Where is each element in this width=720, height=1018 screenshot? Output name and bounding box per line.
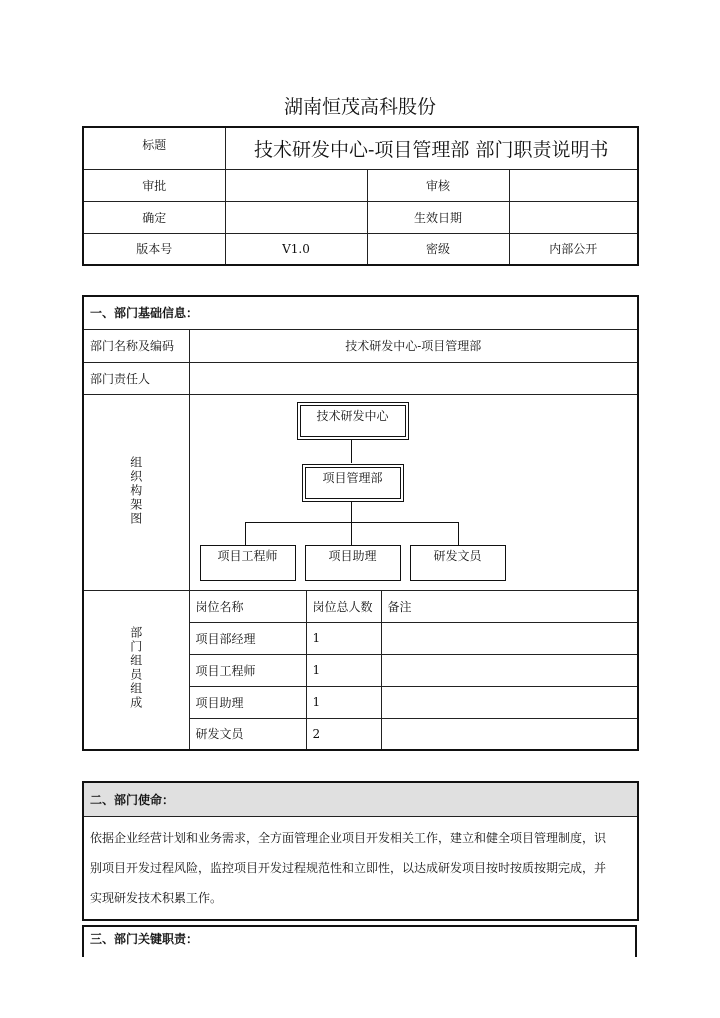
staff-header-count: 岗位总人数 — [306, 590, 381, 622]
mission-line: 依据企业经营计划和业务需求，全方面管理企业项目开发相关工作，建立和健全项目管理制度，识 — [90, 830, 607, 845]
org-child-box: 项目助理 — [305, 545, 401, 581]
duties-section — [82, 925, 637, 957]
staff-header-note: 备注 — [381, 590, 638, 622]
staff-position: 研发文员 — [189, 718, 306, 750]
org-chart — [190, 395, 638, 590]
dept-name-label: 部门名称及编码 — [83, 329, 189, 362]
review-label: 审核 — [367, 169, 509, 201]
staff-position: 项目工程师 — [189, 654, 306, 686]
confirm-label: 确定 — [83, 201, 225, 233]
confirm-value — [225, 201, 367, 233]
leader-value — [189, 362, 638, 394]
staff-note — [381, 654, 638, 686]
staff-count: 2 — [306, 718, 381, 750]
dept-name-value: 技术研发中心-项目管理部 — [189, 329, 638, 362]
org-root-box: 技术研发中心 — [300, 405, 406, 437]
secret-label: 密级 — [367, 233, 509, 265]
org-child-box: 研发文员 — [410, 545, 506, 581]
org-mid-box: 项目管理部 — [305, 467, 401, 499]
version-label: 版本号 — [83, 233, 225, 265]
staff-position: 项目部经理 — [189, 622, 306, 654]
basic-info-table — [82, 295, 639, 751]
title-label: 标题 — [83, 127, 225, 169]
staff-count: 1 — [306, 622, 381, 654]
approve-value — [225, 169, 367, 201]
section2-heading: 二、部门使命： — [83, 782, 638, 816]
secret-value: 内部公开 — [509, 233, 638, 265]
staff-label: 部门组员组成 — [128, 626, 143, 711]
version-value: V1.0 — [225, 233, 367, 265]
staff-count: 1 — [306, 654, 381, 686]
effective-date-label: 生效日期 — [367, 201, 509, 233]
effective-date-value — [509, 201, 638, 233]
mission-line: 实现研发技术积累工作。 — [90, 890, 223, 905]
review-value — [509, 169, 638, 201]
staff-position: 项目助理 — [189, 686, 306, 718]
staff-note — [381, 686, 638, 718]
header-table — [82, 126, 639, 266]
company-title: 湖南恒茂高科股份 — [283, 96, 436, 118]
section3-heading: 三、部门关键职责： — [90, 932, 199, 946]
approve-label: 审批 — [83, 169, 225, 201]
staff-note — [381, 718, 638, 750]
leader-label: 部门责任人 — [83, 362, 189, 394]
org-chart-cell — [189, 394, 638, 590]
doc-title: 技术研发中心-项目管理部 部门职责说明书 — [225, 127, 638, 169]
staff-count: 1 — [306, 686, 381, 718]
section1-heading: 一、部门基础信息： — [83, 296, 638, 329]
staff-note — [381, 622, 638, 654]
staff-header-position: 岗位名称 — [189, 590, 306, 622]
mission-table — [82, 781, 639, 921]
mission-line: 别项目开发过程风险，监控项目开发过程规范性和立即性，以达成研发项目按时按质按期完成，并 — [90, 860, 607, 875]
org-child-box: 项目工程师 — [200, 545, 296, 581]
org-chart-label: 组织构架图 — [128, 455, 143, 526]
